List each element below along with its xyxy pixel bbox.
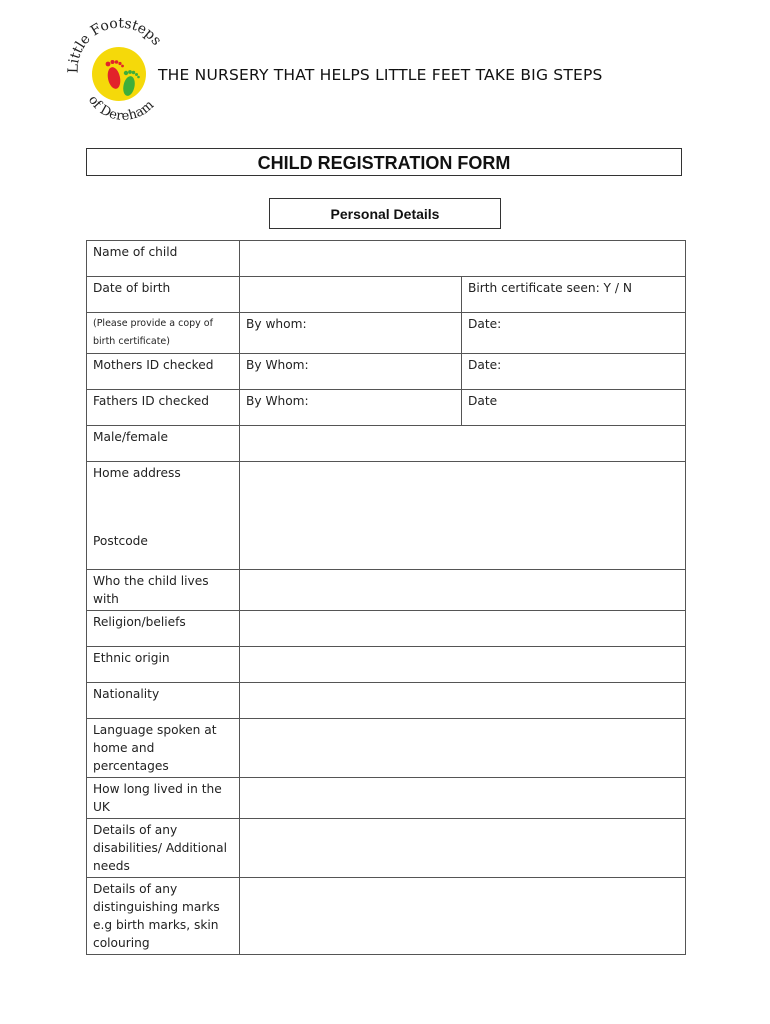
form-title: CHILD REGISTRATION FORM: [86, 148, 682, 176]
label-lives-with: Who the child lives with: [87, 570, 240, 611]
label-religion: Religion/beliefs: [87, 611, 240, 647]
label-language: Language spoken at home and percentages: [87, 719, 240, 778]
date-field-3[interactable]: Date: [462, 390, 686, 426]
by-whom-field-3[interactable]: By Whom:: [240, 390, 462, 426]
disabilities-field[interactable]: [240, 819, 686, 878]
label-disabilities: Details of any disabilities/ Additional needs: [87, 819, 240, 878]
label-name-of-child: Name of child: [87, 241, 240, 277]
lives-with-field[interactable]: [240, 570, 686, 611]
male-female-field[interactable]: [240, 426, 686, 462]
table-row: [87, 313, 686, 354]
home-address-field[interactable]: [240, 462, 686, 570]
table-row: [87, 778, 686, 819]
logo-text-top: Little Footsteps: [65, 15, 165, 74]
section-title: Personal Details: [269, 198, 501, 229]
table-row: [87, 426, 686, 462]
date-of-birth-field[interactable]: [240, 277, 462, 313]
label-distinguishing-marks: Details of any distinguishing marks e.g birth marks, skin colouring: [87, 878, 240, 955]
table-row: [87, 683, 686, 719]
tagline: THE NURSERY THAT HELPS LITTLE FEET TAKE BIG STEPS: [158, 66, 603, 84]
religion-field[interactable]: [240, 611, 686, 647]
table-row: [87, 462, 686, 570]
table-row: [87, 719, 686, 778]
table-row: [87, 354, 686, 390]
label-nationality: Nationality: [87, 683, 240, 719]
nationality-field[interactable]: [240, 683, 686, 719]
label-male-female: Male/female: [87, 426, 240, 462]
label-copy-note: (Please provide a copy of birth certificate): [87, 313, 240, 354]
personal-details-table: [86, 240, 686, 955]
table-row: [87, 878, 686, 955]
logo-text-bottom: of Dereham: [84, 92, 158, 124]
table-row: [87, 611, 686, 647]
home-address-label: Home address: [93, 466, 181, 480]
table-row: [87, 277, 686, 313]
table-row: [87, 570, 686, 611]
label-home-address: [87, 462, 240, 570]
name-of-child-field[interactable]: [240, 241, 686, 277]
label-ethnic-origin: Ethnic origin: [87, 647, 240, 683]
by-whom-field-2[interactable]: By Whom:: [240, 354, 462, 390]
by-whom-field-1[interactable]: By whom:: [240, 313, 462, 354]
distinguishing-marks-field[interactable]: [240, 878, 686, 955]
label-fathers-id: Fathers ID checked: [87, 390, 240, 426]
table-row: [87, 647, 686, 683]
label-date-of-birth: Date of birth: [87, 277, 240, 313]
table-row: [87, 241, 686, 277]
label-mothers-id: Mothers ID checked: [87, 354, 240, 390]
table-row: [87, 390, 686, 426]
birth-cert-seen-field[interactable]: Birth certificate seen: Y / N: [462, 277, 686, 313]
table-row: [87, 819, 686, 878]
language-field[interactable]: [240, 719, 686, 778]
date-field-2[interactable]: Date:: [462, 354, 686, 390]
label-how-long-uk: How long lived in the UK: [87, 778, 240, 819]
postcode-label: Postcode: [93, 534, 148, 548]
ethnic-origin-field[interactable]: [240, 647, 686, 683]
date-field-1[interactable]: Date:: [462, 313, 686, 354]
how-long-uk-field[interactable]: [240, 778, 686, 819]
